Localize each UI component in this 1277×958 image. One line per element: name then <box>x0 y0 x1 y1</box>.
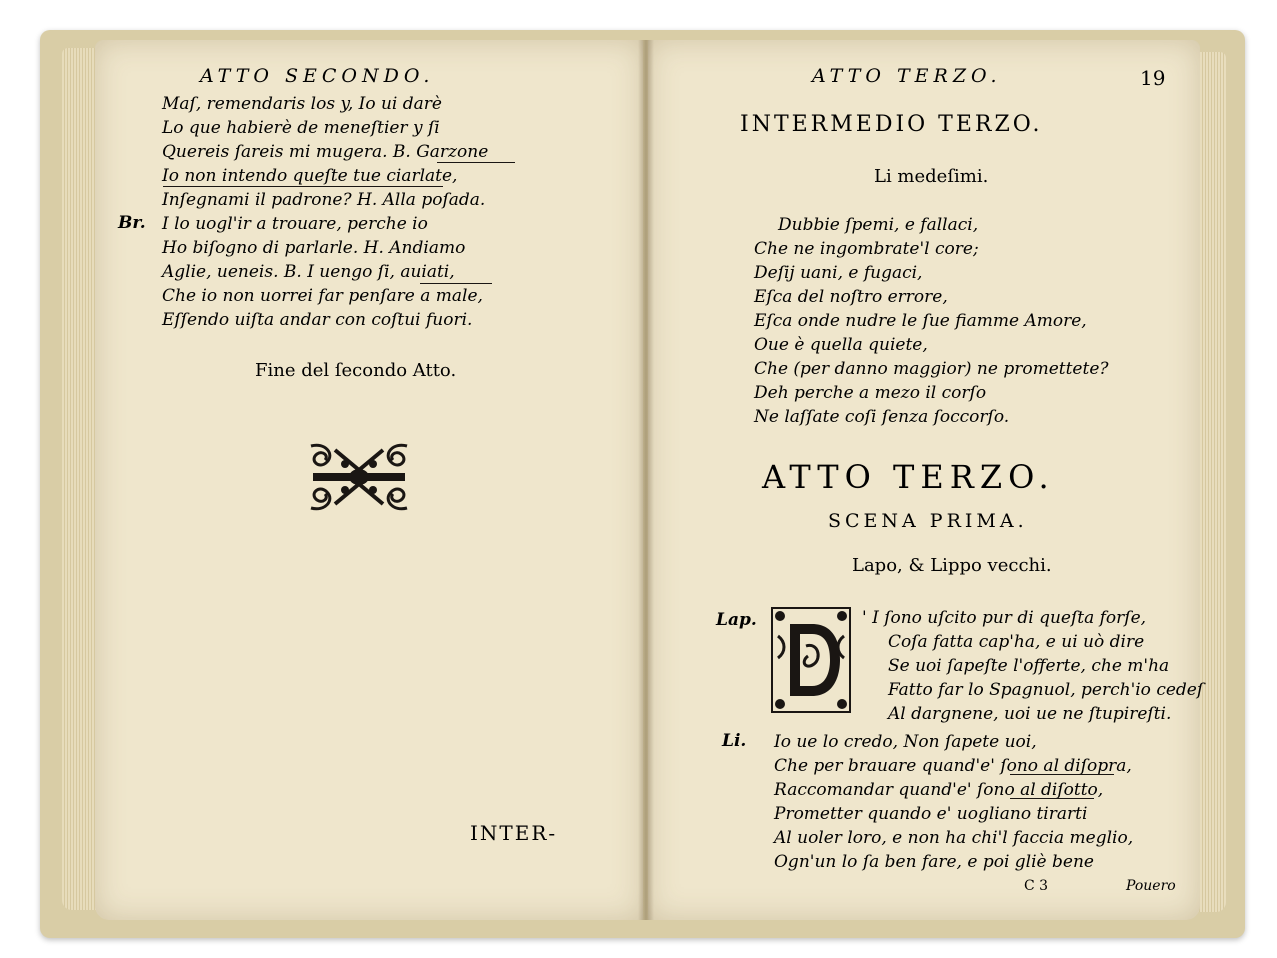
right-running-head: ATTO TERZO. <box>812 65 1002 87</box>
speaker-lapo: Lap. <box>716 610 757 630</box>
verse-line-1: Dubbie ſpemi, e fallaci, <box>778 215 979 235</box>
page-number: 19 <box>1140 66 1166 90</box>
verse-line-7: Che (per danno maggior) ne promettete? <box>754 359 1109 379</box>
speech-lippo-2: Che per brauare quand'e' ſono al diſopra, <box>774 756 1132 776</box>
left-running-head: ATTO SECONDO. <box>200 65 435 87</box>
persons-line: Li medeſimi. <box>874 166 989 187</box>
speaker-lippo: Li. <box>722 731 747 751</box>
verse-line-3: Deſij uani, e fugaci, <box>754 263 923 283</box>
verse-line-5: Eſca onde nudre le ſue fiamme Amore, <box>754 311 1087 331</box>
left-line-10: Eſſendo uiſta andar con coſtui fuori. <box>162 310 473 330</box>
speech-lippo-6: Ogn'un lo ſa ben fare, e poi gliè bene <box>774 852 1094 872</box>
book-gutter <box>638 40 654 920</box>
verse-line-2: Che ne ingombrate'l core; <box>754 239 979 259</box>
speech-lapo-2: Coſa fatta cap'ha, e ui uò dire <box>888 632 1145 652</box>
scene-title: SCENA PRIMA. <box>828 510 1028 532</box>
left-speaker-label: Br. <box>118 213 146 233</box>
page-edges-left <box>62 48 98 910</box>
speech-lapo-1: ' I ſono uſcito pur di queſta forſe, <box>862 608 1147 628</box>
left-line-9: Che io non uorrei far penſare a male, <box>162 286 483 306</box>
left-line-7: Ho biſogno di parlarle. H. Andiamo <box>162 238 466 258</box>
intermedio-title: INTERMEDIO TERZO. <box>740 112 1043 137</box>
left-line-2: Lo que habierè de meneſtier y ſi <box>162 118 440 138</box>
characters-line: Lapo, & Lippo vecchi. <box>852 555 1052 576</box>
ink-underline <box>437 162 515 163</box>
verse-line-9: Ne laſſate coſi ſenza ſoccorſo. <box>754 407 1010 427</box>
verse-line-8: Deh perche a mezo il corſo <box>754 383 987 403</box>
left-line-1: Maſ, remendaris los y, Io ui darè <box>162 94 442 114</box>
speech-lapo-4: Fatto far lo Spagnuol, perch'io cedeſ <box>888 680 1204 700</box>
printer-ornament <box>305 440 413 514</box>
left-line-3: Quereis ſareis mi mugera. B. Garzone <box>162 142 489 162</box>
act-title: ATTO TERZO. <box>762 458 1055 496</box>
left-line-5: Inſegnami il padrone? H. Alla poſada. <box>162 190 486 210</box>
verse-line-4: Eſca del noſtro errore, <box>754 287 948 307</box>
ink-underline <box>1010 798 1094 799</box>
signature-mark: C 3 <box>1024 878 1049 894</box>
speech-lapo-3: Se uoi ſapeſte l'offerte, che m'ha <box>888 656 1170 676</box>
speech-lippo-4: Prometter quando e' uogliano tirarti <box>774 804 1088 824</box>
left-line-6: I lo uogl'ir a trouare, perche io <box>162 214 428 234</box>
left-line-8: Aglie, ueneis. B. I uengo ſi, auiati, <box>162 262 455 282</box>
page-edges-right <box>1196 52 1226 912</box>
decorated-initial-d <box>770 606 852 714</box>
verse-line-6: Oue è quella quiete, <box>754 335 928 355</box>
speech-lippo-3: Raccomandar quand'e' ſono al diſotto, <box>774 780 1104 800</box>
ink-underline <box>1010 774 1114 775</box>
speech-lapo-5: Al dargnene, uoi ue ne ſtupireſti. <box>888 704 1172 724</box>
speech-lippo-1: Io ue lo credo, Non ſapete uoi, <box>774 732 1037 752</box>
speech-lippo-5: Al uoler loro, e non ha chi'l faccia meglio, <box>774 828 1134 848</box>
ink-underline <box>420 283 492 284</box>
right-catchword: Pouero <box>1126 878 1176 894</box>
end-of-act-line: Fine del ſecondo Atto. <box>255 360 457 381</box>
left-line-4: Io non intendo queſte tue ciarlate, <box>162 166 458 186</box>
ink-underline <box>163 186 443 187</box>
left-catchword: INTER- <box>470 821 558 845</box>
